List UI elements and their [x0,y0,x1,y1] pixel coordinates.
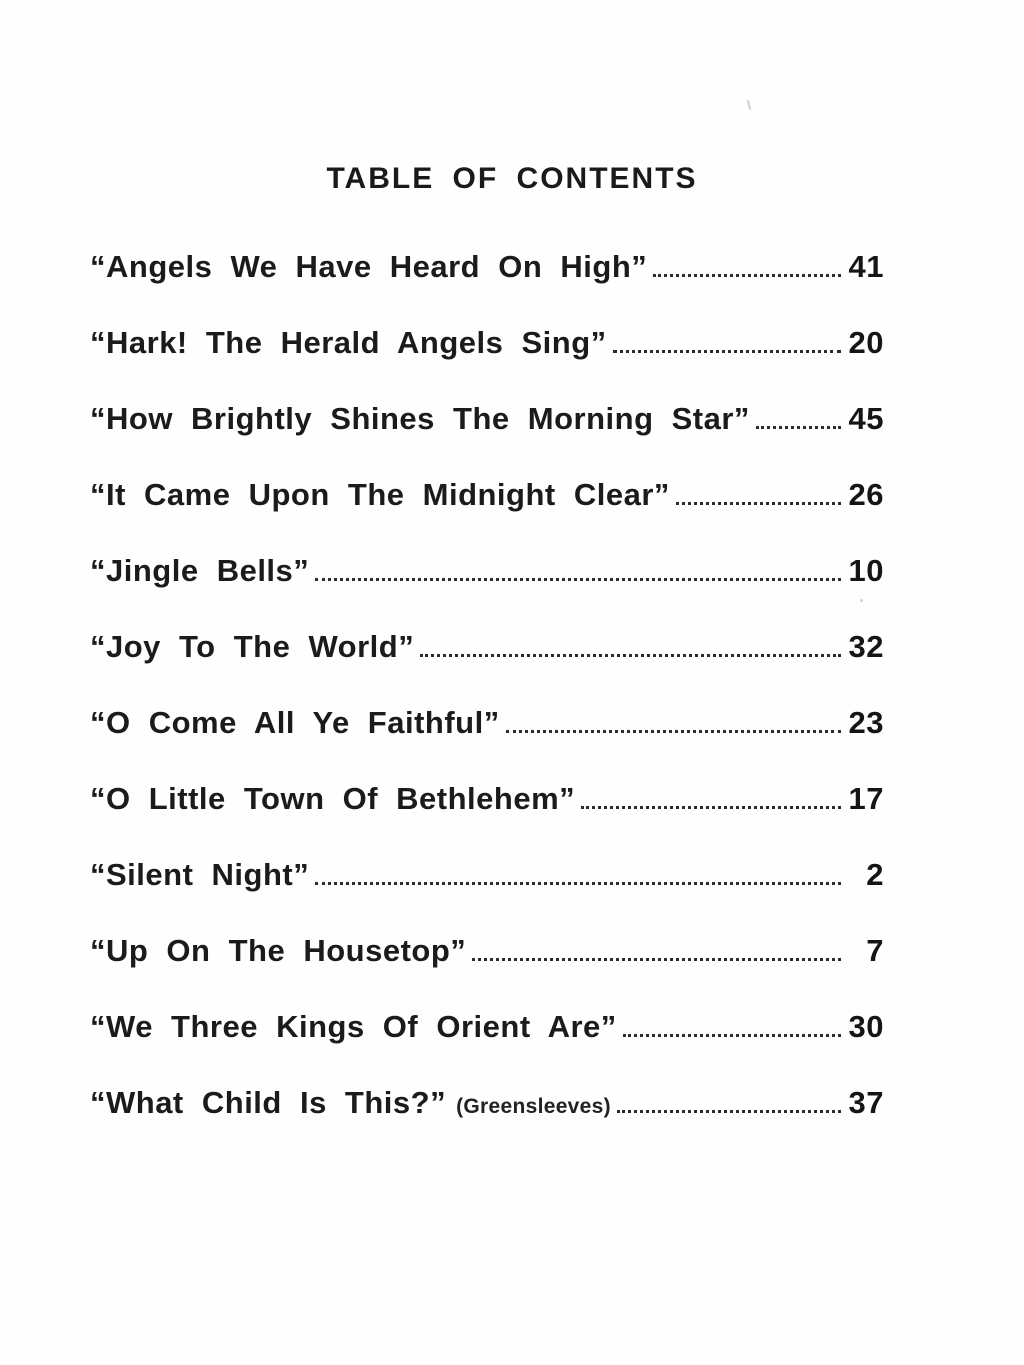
dot-leader [617,1110,841,1113]
dot-leader [315,578,841,581]
dot-leader [472,958,841,961]
page-number: 17 [848,781,884,816]
page-title: TABLE OF CONTENTS [326,162,698,195]
toc-entry [90,555,884,586]
song-title: “Joy To The World” [90,629,415,664]
song-title: “Angels We Have Heard On High” [90,249,648,284]
song-title: “Up On The Housetop” [90,933,467,968]
page-number: 2 [866,857,884,892]
page-number: 30 [848,1009,884,1044]
scan-artifact [860,599,863,602]
toc-entry [90,935,884,966]
song-title: “Silent Night” [90,857,310,892]
song-title: “What Child Is This?” [90,1085,447,1120]
toc-entry [90,859,884,890]
song-title: “O Come All Ye Faithful” [90,705,500,740]
toc-entry [90,251,884,282]
toc-entry [90,783,884,814]
dot-leader [756,426,841,429]
page-number: 20 [848,325,884,360]
page-number: 41 [848,249,884,284]
page-number: 26 [848,477,884,512]
page-number: 23 [848,705,884,740]
toc-entry [90,327,884,358]
dot-leader [506,730,841,733]
page-number: 7 [866,933,884,968]
dot-leader [613,350,841,353]
dot-leader [420,654,841,657]
dot-leader [676,502,841,505]
toc-entry [90,631,884,662]
song-title: “Jingle Bells” [90,553,310,588]
toc-entry [90,403,884,434]
song-title: “How Brightly Shines The Morning Star” [90,401,750,436]
toc-entry [90,1011,884,1042]
song-title: “O Little Town Of Bethlehem” [90,781,576,816]
song-note: (Greensleeves) [456,1095,611,1118]
song-title: “Hark! The Herald Angels Sing” [90,325,607,360]
toc-list [90,251,884,1118]
toc-entry [90,707,884,738]
toc-entry [90,1087,884,1118]
dot-leader [315,882,841,885]
song-title: “It Came Upon The Midnight Clear” [90,477,670,512]
dot-leader [653,274,841,277]
page-number: 10 [848,553,884,588]
dot-leader [581,806,841,809]
page-number: 45 [848,401,884,436]
page-number: 32 [848,629,884,664]
toc-entry [90,479,884,510]
dot-leader [623,1034,841,1037]
song-title: “We Three Kings Of Orient Are” [90,1009,617,1044]
page-number: 37 [848,1085,884,1120]
